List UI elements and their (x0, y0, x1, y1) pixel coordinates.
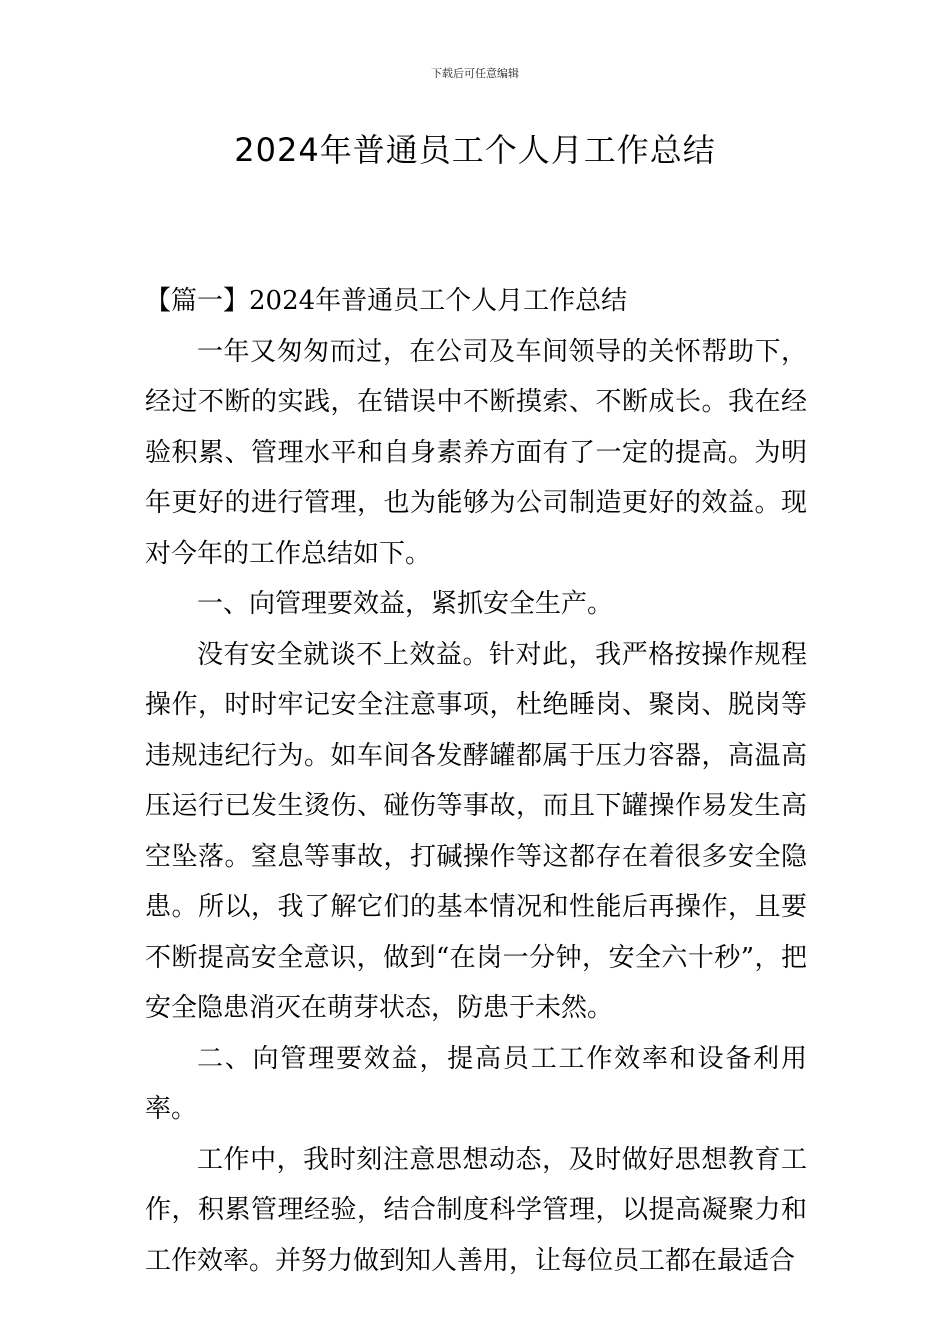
paragraph-safety: 没有安全就谈不上效益。针对此，我严格按操作规程操作，时时牢记安全注意事项，杜绝睡岗、聚岗、脱岗等违规违纪行为。如车间各发酵罐都属于压力容器，高温高压运行已发生烫伤、碰伤等事故，而且下罐操作易发生高空坠落。窒息等事故，打碱操作等这都存在着很多安全隐患。所以，我了解它们的基本情况和性能后再操作，且要不断提高安全意识，做到“在岗一分钟，安全六十秒”，把安全隐患消灭在萌芽状态，防患于未然。 (145, 639, 807, 1023)
document-body (145, 276, 807, 1286)
paragraph-point-two-heading: 二、向管理要效益，提高员工工作效率和设备利用率。 (145, 1043, 807, 1124)
section-heading: 【篇一】2024年普通员工个人月工作总结 (145, 286, 628, 316)
paragraph-efficiency: 工作中，我时刻注意思想动态，及时做好思想教育工作，积累管理经验，结合制度科学管理，以提高凝聚力和工作效率。并努力做到知人善用，让每位员工都在最适合 (145, 1144, 807, 1276)
document-title: 2024年普通员工个人月工作总结 (234, 131, 716, 169)
paragraph-intro: 一年又匆匆而过，在公司及车间领导的关怀帮助下，经过不断的实践，在错误中不断摸索、不断成长。我在经验积累、管理水平和自身素养方面有了一定的提高。为明年更好的进行管理，也为能够为公司制造更好的效益。现对今年的工作总结如下。 (145, 336, 807, 569)
paragraph-point-one-heading: 一、向管理要效益，紧抓安全生产。 (197, 589, 614, 619)
page-header-note: 下载后可任意编辑 (431, 67, 519, 80)
